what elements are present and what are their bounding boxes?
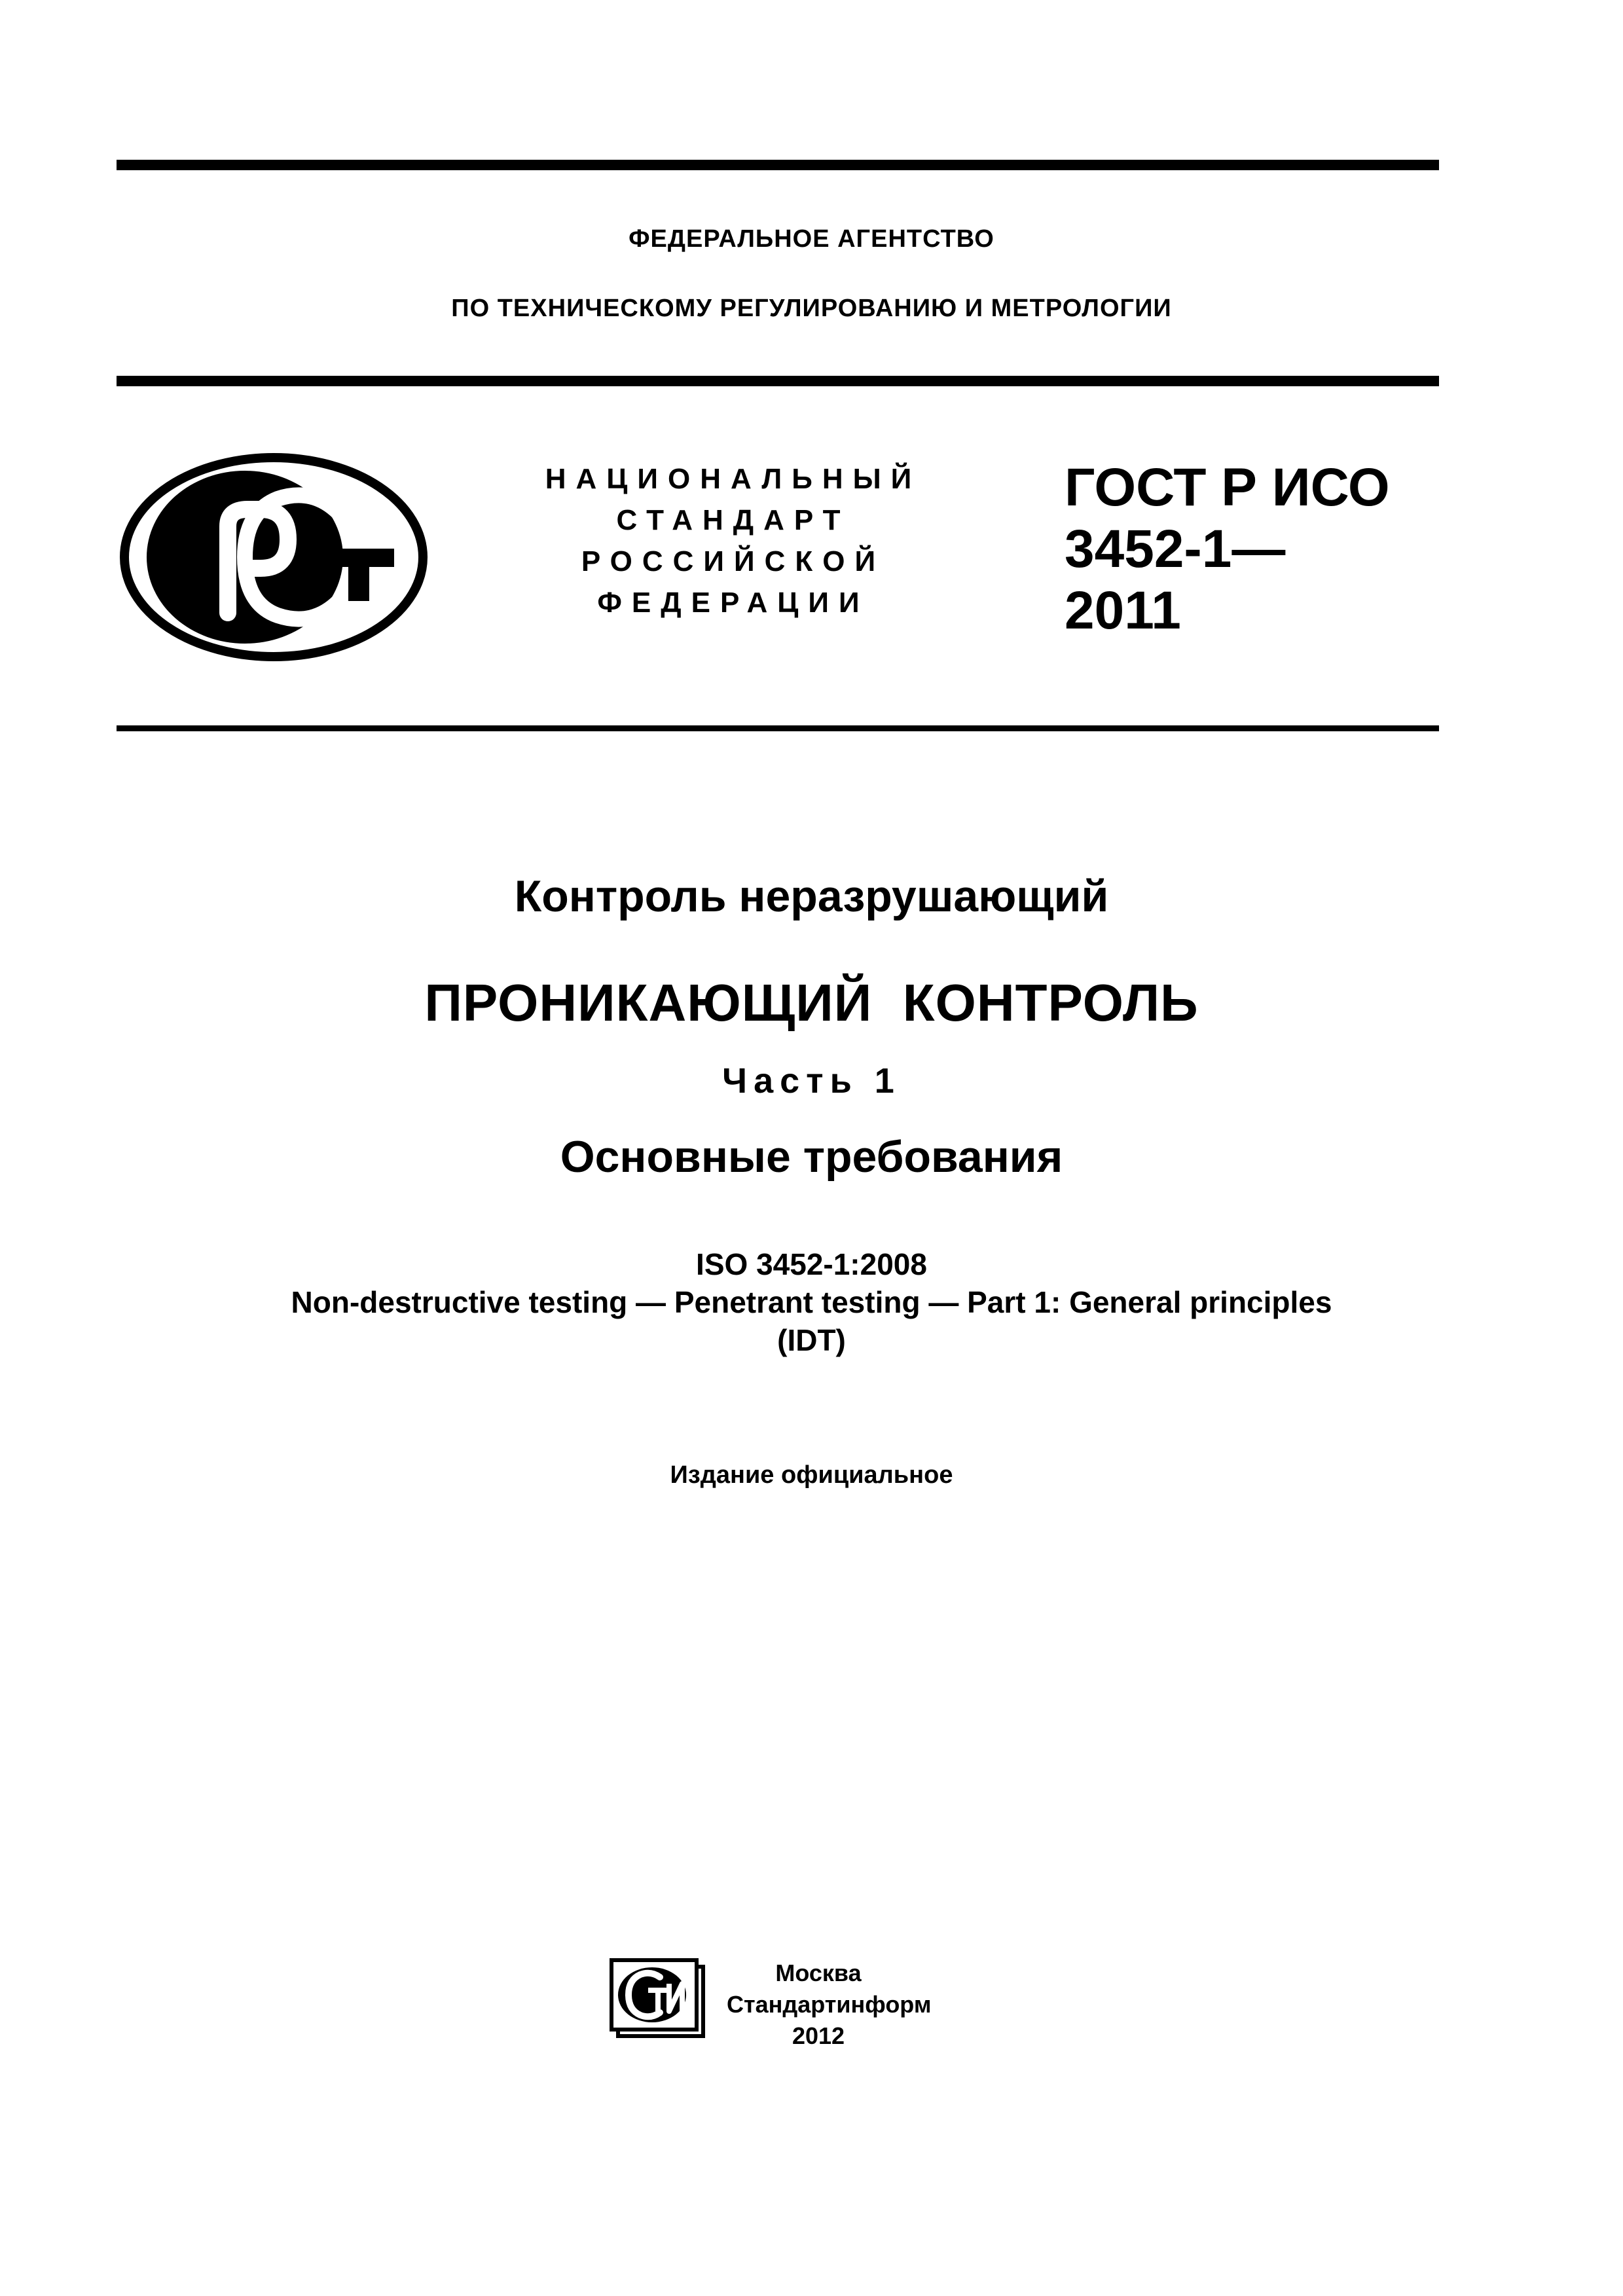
designation-line-2: 3452-1— (1065, 519, 1286, 579)
national-line-4: ФЕДЕРАЦИИ (597, 587, 869, 619)
iso-number: ISO 3452-1:2008 (696, 1247, 927, 1281)
edition-label: Издание официальное (670, 1461, 953, 1489)
subtitle: Основные требования (560, 1132, 1063, 1182)
national-line-2: СТАНДАРТ (616, 504, 850, 536)
rst-conformity-mark-icon (117, 449, 431, 665)
top-rule (117, 160, 1439, 170)
subject-title: Контроль неразрушающий (514, 871, 1109, 921)
iso-title: Non-destructive testing — Penetrant testing — Part 1: General principles (291, 1285, 1332, 1319)
national-line-1: НАЦИОНАЛЬНЫЙ (545, 463, 922, 495)
agency-name-line-2: ПО ТЕХНИЧЕСКОМУ РЕГУЛИРОВАНИЮ И МЕТРОЛОГИИ (451, 295, 1172, 322)
national-standard-label (511, 458, 956, 623)
bottom-rule (117, 725, 1439, 731)
publisher-name: Стандартинформ (727, 1991, 932, 2018)
standard-designation (1065, 457, 1390, 642)
publisher-info (727, 1958, 932, 2052)
iso-equivalence: (IDT) (777, 1323, 846, 1357)
national-line-3: РОССИЙСКОЙ (581, 545, 886, 577)
publisher-year: 2012 (792, 2022, 845, 2049)
part-title: Часть 1 (722, 1061, 901, 1101)
designation-line-3: 2011 (1065, 581, 1181, 640)
main-title: ПРОНИКАЮЩИЙ КОНТРОЛЬ (424, 974, 1199, 1032)
publisher-city: Москва (775, 1959, 862, 1986)
designation-line-1: ГОСТ Р ИСО (1065, 458, 1390, 517)
iso-reference (0, 1245, 1623, 1359)
middle-rule (117, 376, 1439, 386)
standartinform-logo-icon (609, 1958, 706, 2039)
agency-name-line-1: ФЕДЕРАЛЬНОЕ АГЕНТСТВО (629, 225, 994, 253)
